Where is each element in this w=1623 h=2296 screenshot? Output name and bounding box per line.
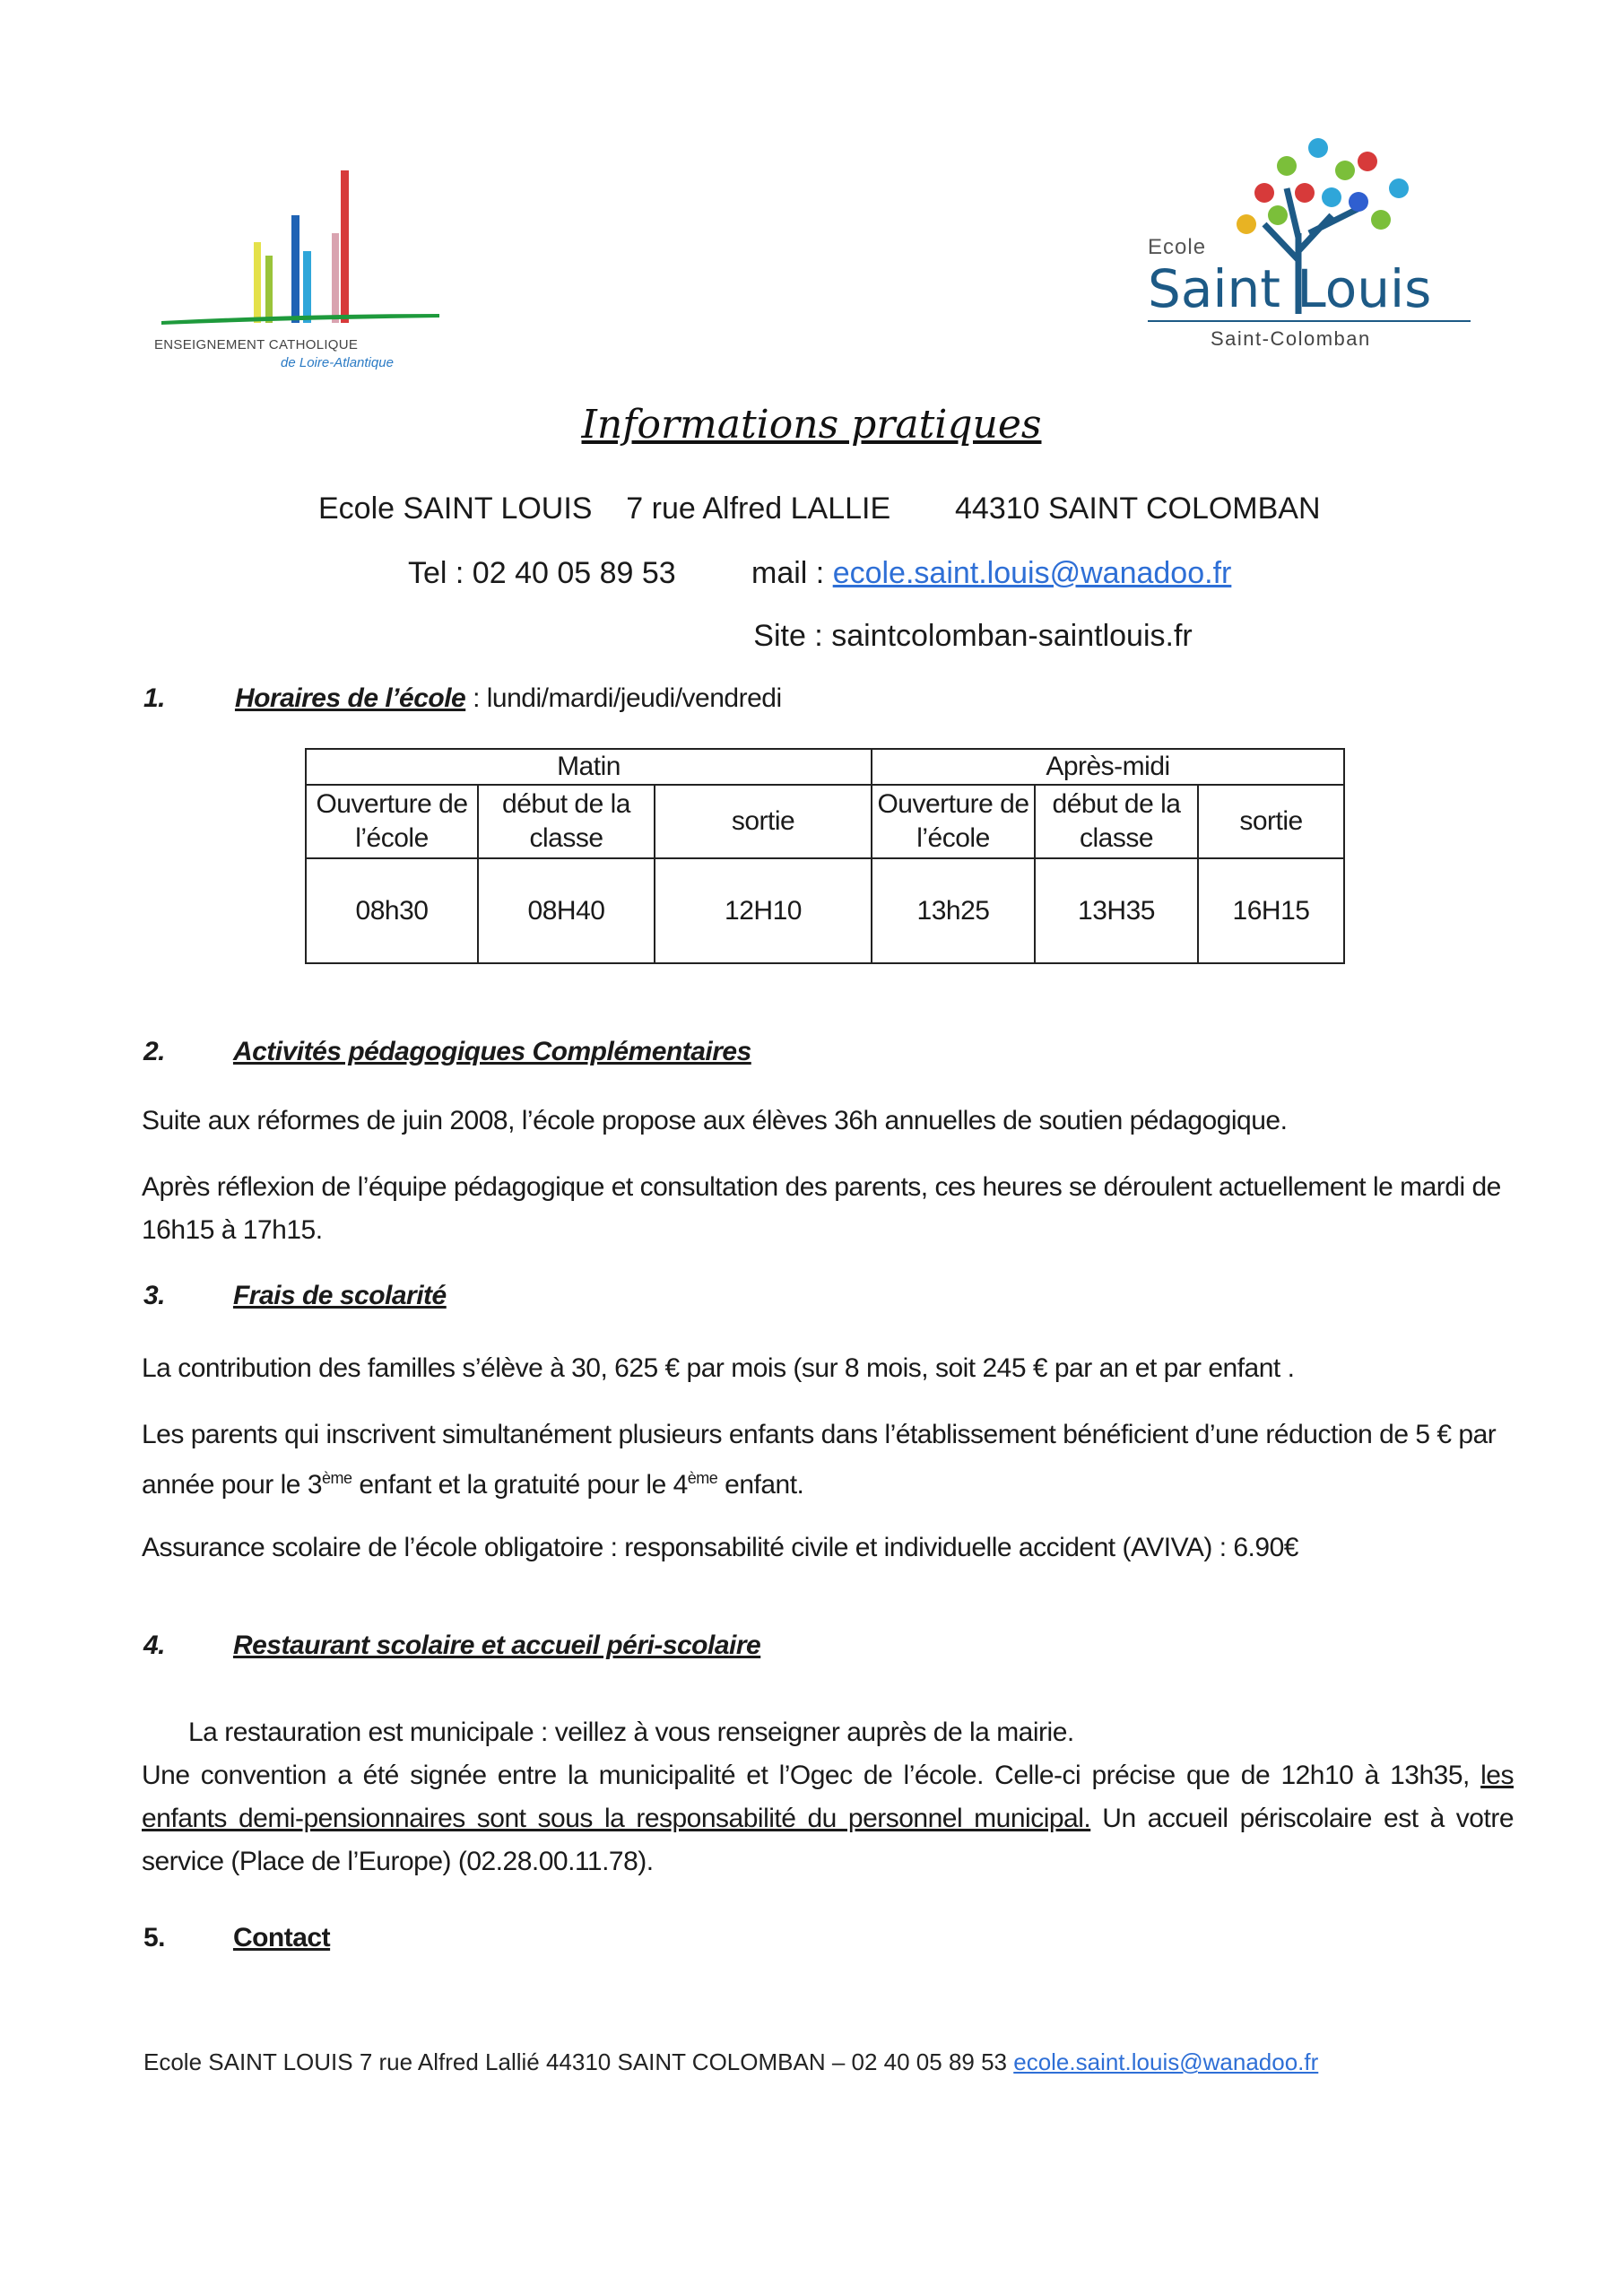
afternoon-header: Après-midi bbox=[872, 749, 1344, 785]
section-4-p1: La restauration est municipale : veillez à vous renseigner auprès de la mairie. bbox=[188, 1718, 1074, 1747]
section-number: 4. bbox=[143, 1631, 166, 1660]
section-5-heading bbox=[143, 1923, 330, 1953]
text-run: enfant. bbox=[717, 1470, 804, 1500]
text-run: Un accueil périscolaire est à votre service (Place de l’Europe) (02.28.00.11.78). bbox=[142, 1804, 1515, 1876]
underlined-text: les enfants demi-pensionnaires sont sous la responsabilité du personnel municipal. bbox=[142, 1761, 1514, 1833]
section-3-p1: La contribution des familles s’élève à 30, 625 € par mois (sur 8 mois, soit 245 € par an et par enfant . bbox=[142, 1353, 1295, 1383]
section-3-heading bbox=[143, 1281, 447, 1311]
logo-left-line1: ENSEIGNEMENT CATHOLIQUE bbox=[154, 337, 359, 352]
section-number: 2. bbox=[143, 1037, 166, 1066]
section-2-heading bbox=[143, 1037, 751, 1067]
text-run: Les parents qui inscrivent simultanément plusieurs enfants dans l’établissement bénéficient d’une réduction de 5 € par année pour le 3 bbox=[142, 1420, 1497, 1500]
superscript: ème bbox=[687, 1469, 718, 1487]
section-title-suffix: : lundi/mardi/jeudi/vendredi bbox=[465, 683, 782, 713]
text-run: enfant et la gratuité pour le 4 bbox=[352, 1470, 688, 1500]
superscript: ème bbox=[322, 1469, 352, 1487]
section-title: Contact bbox=[232, 1923, 331, 1952]
section-3-p2 bbox=[142, 1413, 1514, 1507]
footer-mail-link[interactable]: ecole.saint.louis@wanadoo.fr bbox=[1013, 2048, 1319, 2075]
table-cell: 16H15 bbox=[1198, 858, 1344, 963]
logo-right-sub: Saint-Colomban bbox=[1211, 327, 1371, 350]
col-header: sortie bbox=[1198, 785, 1344, 858]
col-header: début de la classe bbox=[1035, 785, 1198, 858]
table-cell: 13H35 bbox=[1035, 858, 1198, 963]
page-title: Informations pratiques bbox=[581, 402, 1042, 448]
logo-left-line2: de Loire-Atlantique bbox=[281, 355, 394, 370]
section-4-p2 bbox=[142, 1754, 1514, 1883]
section-number: 1. bbox=[143, 683, 166, 713]
section-title: Frais de scolarité bbox=[232, 1281, 447, 1310]
mail-label: mail : bbox=[751, 556, 833, 590]
section-number: 5. bbox=[143, 1923, 166, 1952]
school-mail bbox=[751, 556, 1231, 591]
school-site: Site : saintcolomban-saintlouis.fr bbox=[753, 619, 1193, 653]
school-phone: Tel : 02 40 05 89 53 bbox=[408, 556, 676, 590]
text-run: Une convention a été signée entre la municipalité et l’Ogec de l’école. Celle-ci précise que de 12h10 à 13h35, bbox=[142, 1761, 1481, 1790]
section-4-heading bbox=[143, 1631, 760, 1661]
school-city: 44310 SAINT COLOMBAN bbox=[955, 491, 1321, 526]
section-1-heading bbox=[143, 683, 782, 714]
logo-right-name: Saint Louis bbox=[1148, 258, 1432, 319]
col-header: sortie bbox=[655, 785, 872, 858]
col-header: Ouverture de l’école bbox=[306, 785, 478, 858]
col-header: début de la classe bbox=[478, 785, 655, 858]
logo-right-ecole: Ecole bbox=[1148, 235, 1207, 259]
mail-link[interactable]: ecole.saint.louis@wanadoo.fr bbox=[832, 556, 1232, 590]
section-title: Horaires de l’école bbox=[234, 683, 466, 713]
school-address: Ecole SAINT LOUIS 7 rue Alfred LALLIE bbox=[318, 491, 891, 526]
section-title: Restaurant scolaire et accueil péri-scolaire bbox=[232, 1631, 761, 1660]
footer-text: Ecole SAINT LOUIS 7 rue Alfred Lallié 44310 SAINT COLOMBAN – 02 40 05 89 53 bbox=[143, 2048, 1014, 2075]
morning-header: Matin bbox=[306, 749, 872, 785]
table-cell: 13h25 bbox=[872, 858, 1035, 963]
schedule-table bbox=[305, 748, 1345, 964]
section-2-p2: Après réflexion de l’équipe pédagogique et consultation des parents, ces heures se déroulent actuellement le mardi de 16h15 à 17h15. bbox=[142, 1172, 1501, 1245]
table-cell: 12H10 bbox=[655, 858, 872, 963]
section-2-p1: Suite aux réformes de juin 2008, l’école propose aux élèves 36h annuelles de soutien pédagogique. bbox=[142, 1106, 1288, 1135]
table-cell: 08H40 bbox=[478, 858, 655, 963]
section-number: 3. bbox=[143, 1281, 166, 1310]
section-3-p3: Assurance scolaire de l’école obligatoire : responsabilité civile et individuelle accident (AVIVA) : 6.90€ bbox=[142, 1533, 1298, 1562]
section-title: Activités pédagogiques Complémentaires bbox=[232, 1037, 751, 1066]
col-header: Ouverture de l’école bbox=[872, 785, 1035, 858]
table-cell: 08h30 bbox=[306, 858, 478, 963]
footer-contact bbox=[143, 2048, 1318, 2076]
